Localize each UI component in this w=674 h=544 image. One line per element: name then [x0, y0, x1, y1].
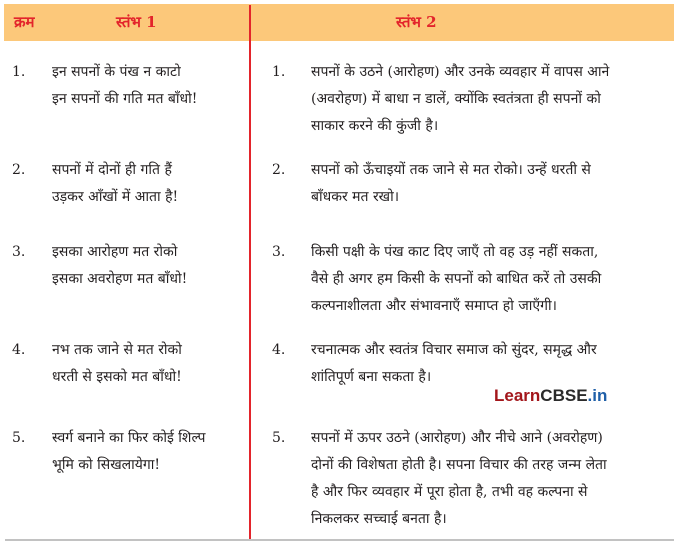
column-2-text — [311, 337, 655, 391]
table-bottom-rule — [5, 539, 674, 541]
text-line: सपनों में ऊपर उठने (आरोहण) और नीचे आने (अवरोहण) — [311, 430, 603, 446]
text-line: दोनों की विशेषता होती है। सपना विचार की तरह जन्म लेता — [311, 457, 607, 473]
text-line: सपनों के उठने (आरोहण) और उनके व्यवहार में वापस आने — [311, 64, 610, 80]
watermark-learn: Learn — [494, 386, 541, 405]
header-column-1: स्तंभ 1 — [116, 13, 157, 31]
text-line: निकलकर सच्चाई बनता है। — [311, 511, 447, 527]
table-header — [4, 4, 674, 41]
text-line: इसका आरोहण मत रोको — [52, 244, 178, 260]
column-2-text — [311, 59, 655, 140]
text-line: रचनात्मक और स्वतंत्र विचार समाज को सुंदर, समृद्ध और — [311, 342, 597, 358]
text-line: (अवरोहण) में बाधा न डालें, क्योंकि स्वतंत्रता ही सपनों को — [311, 91, 601, 107]
header-column-2: स्तंभ 2 — [396, 13, 437, 31]
text-line: कल्पनाशीलता और संभावनाएँ समाप्त हो जाएँगी। — [311, 298, 557, 314]
text-line: स्वर्ग बनाने का फिर कोई शिल्प — [52, 430, 206, 446]
text-line: वैसे ही अगर हम किसी के सपनों को बाधित करें तो उसकी — [311, 271, 602, 287]
row-number: 2. — [12, 162, 26, 178]
column-divider — [249, 5, 251, 541]
text-line: धरती से इसको मत बाँधो! — [52, 369, 182, 385]
row-number: 2. — [272, 162, 286, 178]
text-line: सपनों में दोनों ही गति हैं — [52, 162, 172, 178]
column-2-text — [311, 425, 655, 533]
text-line: इसका अवरोहण मत बाँधो! — [52, 271, 188, 287]
header-serial: क्रम — [14, 13, 35, 31]
column-1-text — [52, 425, 205, 479]
text-line: बाँधकर मत रखो। — [311, 189, 400, 205]
column-2-text — [311, 157, 655, 211]
row-number: 4. — [272, 342, 286, 358]
row-number: 5. — [12, 430, 26, 446]
text-line: है और फिर व्यवहार में पूरा होता है, तभी वह कल्पना से — [311, 484, 588, 500]
text-line: भूमि को सिखलायेगा! — [52, 457, 161, 473]
column-1-text — [52, 157, 178, 211]
row-number: 5. — [272, 430, 286, 446]
text-line: उड़कर आँखों में आता है! — [52, 189, 179, 205]
row-number: 1. — [12, 64, 26, 80]
row-number: 3. — [12, 244, 26, 260]
row-number: 1. — [272, 64, 286, 80]
column-1-text — [52, 59, 197, 113]
text-line: इन सपनों के पंख न काटो — [52, 64, 181, 80]
watermark-in: .in — [587, 386, 608, 405]
text-line: नभ तक जाने से मत रोको — [52, 342, 182, 358]
learncbse-watermark — [494, 385, 607, 407]
text-line: सपनों को ऊँचाइयों तक जाने से मत रोको। उन्हें धरती से — [311, 162, 591, 178]
row-number: 3. — [272, 244, 286, 260]
text-line: किसी पक्षी के पंख काट दिए जाएँ तो वह उड़ नहीं सकता, — [311, 244, 599, 260]
text-line: इन सपनों की गति मत बाँधो! — [52, 91, 198, 107]
row-number: 4. — [12, 342, 26, 358]
column-1-text — [52, 337, 182, 391]
watermark-cbse: CBSE — [540, 386, 588, 405]
column-1-text — [52, 239, 187, 293]
column-2-text — [311, 239, 655, 320]
text-line: साकार करने की कुंजी है। — [311, 118, 439, 134]
text-line: शांतिपूर्ण बना सकता है। — [311, 369, 432, 385]
